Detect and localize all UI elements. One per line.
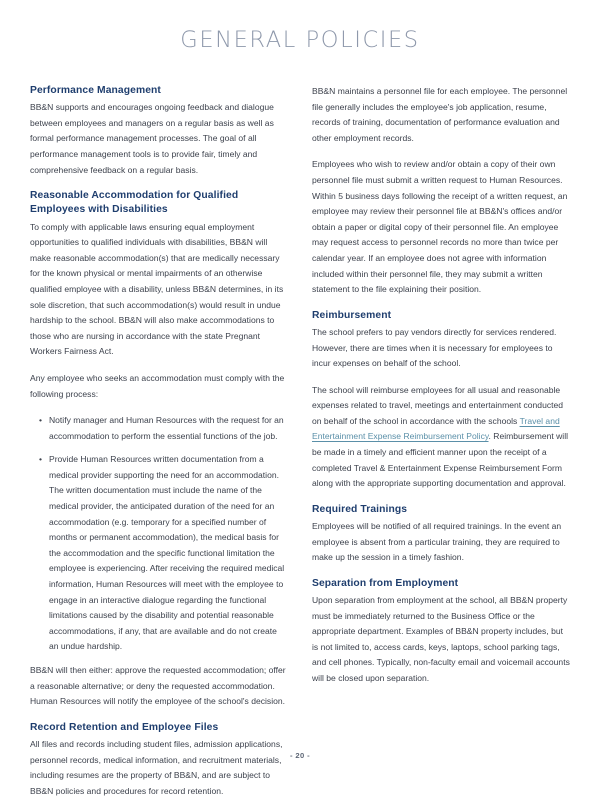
heading-required-trainings: Required Trainings (312, 503, 408, 515)
list-item (30, 452, 287, 655)
paragraph-personnel-file-1: BB&N maintains a personnel file for each employee. The personnel file generally includes the employee's job application, resume, records of training, documentation of performance evaluation and other employment records. (312, 86, 568, 143)
paragraph-performance-management: BB&N supports and encourages ongoing feedback and dialogue between employees and managers on a regular basis as well as formal performance management processes. The goal of all performance management tools is to provide fair, timely and comprehensive feedback on a regular basis. (30, 102, 274, 175)
paragraph-reasonable-accommodation-3: BB&N will then either: approve the requested accommodation; offer a reasonable alternative; or deny the requested accommodation. Human Resources will notify the employee of the school's decision. (30, 665, 286, 707)
reimbursement-text-after-link: . Reimbursement will be made in a timely and efficient manner upon the receipt of a completed Travel & Entertainment Expense Reimbursement Form along with the appropriate supporting documentation and approval. (312, 431, 569, 489)
page-number: - 20 - (289, 751, 311, 760)
paragraph-separation-from-employment: Upon separation from employment at the school, all BB&N property must be immediately returned to the Business Office or the appropriate department. Examples of BB&N property includes, but is not limited to, access cards, keys, laptops, school parking tags, and cell phones. Typically, non-faculty email and voicemail accounts will be closed upon separation. (312, 595, 570, 684)
heading-record-retention: Record Retention and Employee Files (30, 721, 219, 733)
list-item-label: Provide Human Resources written documentation from a medical provider supporting the need for an accommodation. The written documentation must include the name of the medical provider, the anticipated duration of the need for an accommodation (e.g. temporary for a specified number of months or permanent accommodation), the medical basis for the accommodation and the specific functional limitation the employee is experiencing. After receiving the required medical information, Human Resources will meet with the employee to engage in an interactive dialogue regarding the functional limitations caused by the disability and potential reasonable accommodations, if any, that are available and do not create an undue hardship. (49, 454, 285, 652)
paragraph-record-retention: All files and records including student files, admission applications, personnel records, medical information, and recruitment materials, including resumes are the property of BB&N, and are subject to BB&N policies and procedures for record retention. (30, 739, 283, 796)
paragraph-reasonable-accommodation-2: Any employee who seeks an accommodation must comply with the following process: (30, 372, 285, 399)
page-title: GENERAL POLICIES (180, 27, 420, 53)
heading-performance-management: Performance Management (30, 85, 161, 96)
paragraph-reimbursement-1: The school prefers to pay vendors directly for services rendered. However, there are times when it is necessary for employees to incur expenses on behalf of the school. (312, 326, 557, 369)
paragraph-personnel-file-2: Employees who wish to review and/or obtain a copy of their own personnel file must submit a written request to Human Resources. Within 5 business days following the receipt of a written request, an employee may review their personnel file at BB&N's offices and/or obtain a paper or digital copy of their personnel file. An employee may request access to personnel records no more than twice per calendar year. If an employee does not agree with information included within their personnel file, they may submit a written statement to the file explaining their position. (312, 159, 568, 295)
heading-reasonable-accommodation: Reasonable Accommodation for Qualified Employees with Disabilities (30, 190, 239, 216)
reimbursement-text-before-link: The school will reimburse employees for all usual and reasonable expenses related to travel, meetings and entertainment conducted on behalf of the school in accordance with the schools (312, 384, 564, 426)
heading-reimbursement: Reimbursement (312, 309, 392, 321)
list-item (30, 413, 287, 444)
travel-expense-policy-link[interactable]: Travel and Entertainment Expense Reimbursement Policy (312, 415, 560, 442)
two-column-body (30, 84, 570, 810)
left-column (30, 84, 287, 810)
heading-separation-from-employment: Separation from Employment (312, 577, 459, 589)
bullet-dot-icon: • (39, 454, 42, 465)
paragraph-required-trainings: Employees will be notified of all required trainings. In the event an employee is absent from a particular training, they are required to make up the session in a timely fashion. (312, 521, 562, 563)
list-item-label: Notify manager and Human Resources with the request for an accommodation to perform the essential functions of the job. (49, 415, 284, 441)
bullet-dot-icon: • (39, 415, 42, 426)
paragraph-reasonable-accommodation-1: To comply with applicable laws ensuring equal employment opportunities to qualified individuals with disabilities, BB&N will make reasonable accommodation(s) that are medically necessary for the known physical or mental impairments of an otherwise qualified employee with a disability, unless BB&N determines, in its sole discretion, that such accommodation(s) would result in undue hardship to the school. BB&N will also make accommodations to those who are nursing in accordance with the state Pregnant Workers Fairness Act. (30, 221, 284, 357)
accommodation-process-list (30, 413, 287, 655)
paragraph-reimbursement-2 (312, 383, 570, 492)
right-column (312, 84, 570, 687)
